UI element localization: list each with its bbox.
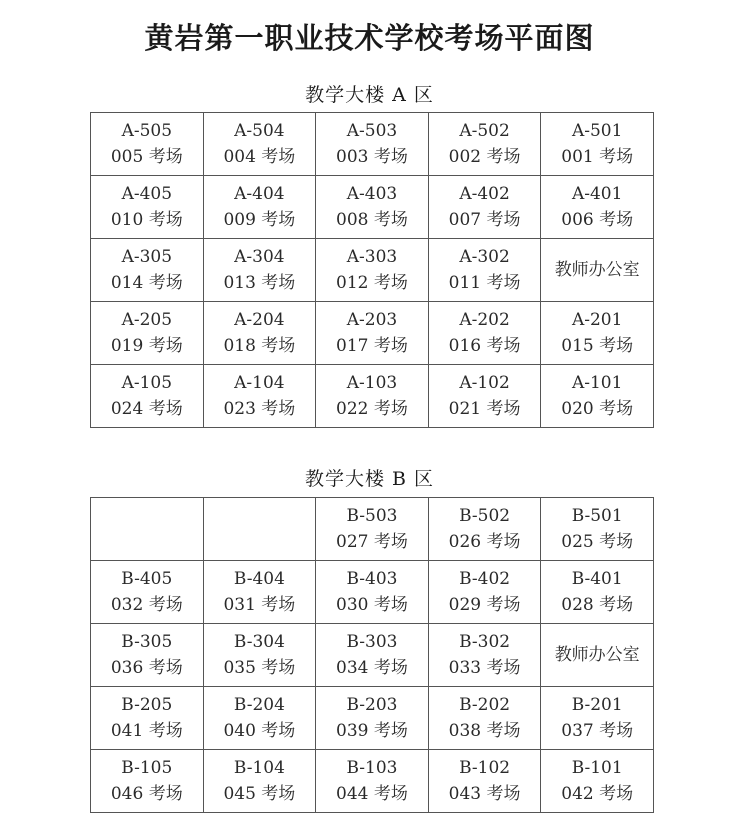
room-number: A-504 [234, 121, 285, 141]
exam-hall-label: 021 考场 [448, 399, 521, 419]
exam-hall-label: 006 考场 [561, 210, 634, 230]
room-number: B-502 [459, 506, 511, 526]
exam-hall-label: 001 考场 [561, 147, 634, 167]
exam-room-cell [428, 498, 541, 561]
exam-room-cell [316, 561, 429, 624]
room-number: A-405 [121, 184, 173, 204]
room-number: B-402 [459, 569, 511, 589]
exam-room-cell [203, 176, 316, 239]
room-number: B-101 [571, 758, 623, 778]
exam-hall-label: 044 考场 [336, 784, 408, 804]
exam-room-cell [203, 365, 316, 428]
exam-hall-label: 046 考场 [110, 784, 183, 804]
exam-hall-label: 039 考场 [336, 721, 408, 741]
building-b-grid [90, 497, 654, 813]
exam-hall-label: 004 考场 [223, 147, 296, 167]
exam-room-cell [541, 365, 654, 428]
exam-room-cell [91, 750, 204, 813]
exam-hall-label: 026 考场 [448, 532, 521, 552]
exam-hall-label: 032 考场 [110, 595, 183, 615]
grid-row [91, 302, 654, 365]
empty-cell [203, 498, 316, 561]
exam-room-cell [541, 561, 654, 624]
room-number: B-403 [346, 569, 398, 589]
exam-room-cell [91, 302, 204, 365]
room-number: B-305 [121, 632, 173, 652]
exam-room-cell [203, 687, 316, 750]
room-number: A-202 [459, 310, 510, 330]
exam-room-cell [541, 687, 654, 750]
exam-room-cell [203, 113, 316, 176]
exam-hall-label: 036 考场 [110, 658, 183, 678]
room-number: B-303 [346, 632, 398, 652]
exam-room-cell [428, 687, 541, 750]
office-label: 教师办公室 [554, 645, 640, 665]
room-number: B-201 [571, 695, 623, 715]
exam-hall-label: 008 考场 [336, 210, 408, 230]
room-number: B-105 [121, 758, 173, 778]
room-number: B-204 [233, 695, 285, 715]
room-number: B-405 [121, 569, 173, 589]
exam-room-cell [203, 624, 316, 687]
room-number: A-501 [571, 121, 623, 141]
room-number: A-104 [234, 373, 285, 393]
exam-room-cell [316, 624, 429, 687]
room-number: A-103 [346, 373, 398, 393]
room-number: A-402 [459, 184, 510, 204]
room-number: B-104 [233, 758, 285, 778]
exam-hall-label: 015 考场 [561, 336, 634, 356]
exam-hall-label: 013 考场 [223, 273, 296, 293]
exam-room-cell [541, 302, 654, 365]
exam-room-cell [91, 239, 204, 302]
exam-room-cell [541, 498, 654, 561]
room-number: A-502 [459, 121, 510, 141]
exam-room-cell [316, 176, 429, 239]
exam-room-cell [91, 113, 204, 176]
room-number: B-401 [571, 569, 623, 589]
office-cell [541, 624, 654, 687]
exam-hall-label: 020 考场 [561, 399, 634, 419]
room-number: B-501 [571, 506, 623, 526]
exam-room-cell [203, 561, 316, 624]
room-number: B-103 [346, 758, 398, 778]
exam-hall-label: 014 考场 [110, 273, 183, 293]
exam-hall-label: 022 考场 [336, 399, 408, 419]
exam-room-cell [91, 365, 204, 428]
office-label: 教师办公室 [554, 260, 640, 280]
grid-row [91, 624, 654, 687]
room-number: A-205 [121, 310, 173, 330]
room-number: B-202 [459, 695, 511, 715]
exam-hall-label: 023 考场 [223, 399, 296, 419]
exam-room-cell [316, 498, 429, 561]
grid-row [91, 687, 654, 750]
room-number: A-505 [121, 121, 173, 141]
exam-room-cell [316, 239, 429, 302]
exam-hall-label: 029 考场 [448, 595, 521, 615]
exam-room-cell [316, 365, 429, 428]
exam-hall-label: 030 考场 [336, 595, 408, 615]
exam-room-cell [541, 750, 654, 813]
exam-room-cell [91, 624, 204, 687]
grid-row [91, 239, 654, 302]
exam-hall-label: 017 考场 [336, 336, 408, 356]
room-number: A-102 [459, 373, 510, 393]
exam-room-cell [428, 561, 541, 624]
office-cell [541, 239, 654, 302]
exam-room-cell [91, 561, 204, 624]
exam-room-cell [203, 302, 316, 365]
grid-row [91, 498, 654, 561]
exam-room-cell [428, 239, 541, 302]
room-number: A-203 [346, 310, 398, 330]
building-a-heading: 教学大楼 A 区 [305, 84, 434, 106]
room-number: A-404 [234, 184, 285, 204]
room-number: A-503 [346, 121, 398, 141]
grid-row [91, 561, 654, 624]
exam-hall-label: 019 考场 [110, 336, 183, 356]
exam-hall-label: 038 考场 [448, 721, 521, 741]
grid-row [91, 750, 654, 813]
exam-room-cell [541, 176, 654, 239]
exam-hall-label: 031 考场 [223, 595, 296, 615]
exam-hall-label: 007 考场 [448, 210, 521, 230]
grid-row [91, 113, 654, 176]
exam-hall-label: 041 考场 [110, 721, 183, 741]
exam-room-cell [316, 302, 429, 365]
exam-hall-label: 005 考场 [110, 147, 183, 167]
exam-hall-label: 035 考场 [223, 658, 296, 678]
exam-hall-label: 003 考场 [336, 147, 408, 167]
page-title: 黄岩第一职业技术学校考场平面图 [144, 21, 595, 55]
exam-hall-label: 040 考场 [223, 721, 296, 741]
exam-hall-label: 042 考场 [561, 784, 634, 804]
grid-row [91, 365, 654, 428]
exam-hall-label: 016 考场 [448, 336, 521, 356]
exam-room-cell [91, 176, 204, 239]
exam-room-cell [541, 113, 654, 176]
exam-hall-label: 009 考场 [223, 210, 296, 230]
room-number: A-304 [234, 247, 285, 267]
building-b-heading: 教学大楼 B 区 [304, 468, 435, 490]
room-number: B-205 [121, 695, 173, 715]
exam-hall-label: 012 考场 [336, 273, 408, 293]
exam-hall-label: 037 考场 [561, 721, 634, 741]
exam-room-cell [91, 687, 204, 750]
exam-room-cell [428, 113, 541, 176]
room-number: A-305 [121, 247, 173, 267]
room-number: B-302 [459, 632, 511, 652]
exam-hall-label: 034 考场 [336, 658, 408, 678]
exam-room-cell [428, 176, 541, 239]
exam-hall-label: 018 考场 [223, 336, 296, 356]
exam-room-cell [428, 302, 541, 365]
room-number: B-404 [233, 569, 285, 589]
empty-cell [91, 498, 204, 561]
room-number: A-302 [459, 247, 510, 267]
exam-hall-label: 024 考场 [110, 399, 183, 419]
exam-room-cell [428, 624, 541, 687]
building-a-grid [90, 112, 654, 428]
exam-room-cell [203, 750, 316, 813]
exam-hall-label: 011 考场 [448, 273, 521, 293]
room-number: A-105 [121, 373, 173, 393]
exam-hall-label: 027 考场 [336, 532, 408, 552]
exam-room-cell [316, 750, 429, 813]
room-number: B-503 [346, 506, 398, 526]
exam-hall-label: 025 考场 [561, 532, 634, 552]
room-number: A-303 [346, 247, 398, 267]
room-number: A-101 [571, 373, 623, 393]
room-number: B-203 [346, 695, 398, 715]
exam-room-cell [316, 113, 429, 176]
exam-hall-label: 028 考场 [561, 595, 634, 615]
room-number: B-304 [233, 632, 285, 652]
exam-room-cell [203, 239, 316, 302]
exam-room-cell [316, 687, 429, 750]
exam-hall-label: 045 考场 [223, 784, 296, 804]
room-number: A-403 [346, 184, 398, 204]
exam-room-cell [428, 750, 541, 813]
grid-row [91, 176, 654, 239]
room-number: B-102 [459, 758, 511, 778]
exam-hall-label: 010 考场 [110, 210, 183, 230]
exam-hall-label: 002 考场 [448, 147, 521, 167]
room-number: A-201 [571, 310, 623, 330]
exam-room-cell [428, 365, 541, 428]
exam-hall-label: 033 考场 [448, 658, 521, 678]
room-number: A-401 [571, 184, 623, 204]
exam-hall-label: 043 考场 [448, 784, 521, 804]
room-number: A-204 [234, 310, 285, 330]
